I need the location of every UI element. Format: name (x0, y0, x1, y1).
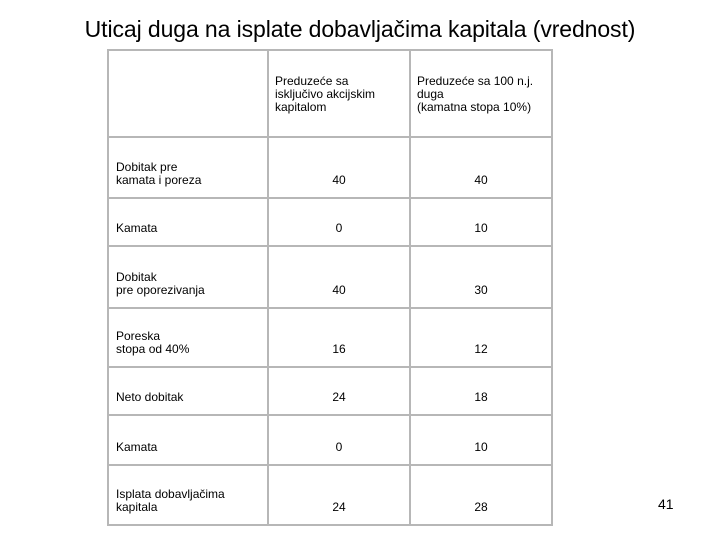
row-label: Dobitak pre oporezivanja (108, 246, 268, 308)
table-row (108, 198, 552, 246)
row-label: Dobitak pre kamata i poreza (108, 137, 268, 198)
header-corner-cell (108, 50, 268, 137)
value-equity-firm: 24 (268, 465, 410, 525)
value-equity-firm: 40 (268, 137, 410, 198)
debt-impact-table (107, 49, 553, 526)
page-number: 41 (658, 496, 674, 512)
table-row (108, 246, 552, 308)
value-debt-firm: 18 (410, 367, 552, 415)
value-equity-firm: 0 (268, 198, 410, 246)
table-row (108, 308, 552, 367)
value-debt-firm: 12 (410, 308, 552, 367)
value-debt-firm: 40 (410, 137, 552, 198)
value-equity-firm: 40 (268, 246, 410, 308)
header-debt-firm-label: Preduzeće sa 100 n.j. duga (kamatna stopa 10%) (417, 74, 534, 114)
row-label: Isplata dobavljačima kapitala (108, 465, 268, 525)
value-debt-firm: 28 (410, 465, 552, 525)
table-header-row (108, 50, 552, 137)
value-debt-firm: 10 (410, 198, 552, 246)
header-debt-firm (410, 50, 552, 137)
header-equity-firm-label: Preduzeće sa isključivo akcijskim kapitalom (275, 74, 376, 114)
table-row (108, 465, 552, 525)
slide-title: Uticaj duga na isplate dobavljačima kapitala (vrednost) (84, 16, 636, 42)
row-label: Kamata (108, 415, 268, 465)
table-row (108, 367, 552, 415)
header-equity-firm (268, 50, 410, 137)
row-label: Neto dobitak (108, 367, 268, 415)
value-equity-firm: 0 (268, 415, 410, 465)
table-row (108, 415, 552, 465)
value-equity-firm: 16 (268, 308, 410, 367)
value-equity-firm: 24 (268, 367, 410, 415)
value-debt-firm: 30 (410, 246, 552, 308)
row-label: Kamata (108, 198, 268, 246)
value-debt-firm: 10 (410, 415, 552, 465)
table-row (108, 137, 552, 198)
row-label: Poreska stopa od 40% (108, 308, 268, 367)
